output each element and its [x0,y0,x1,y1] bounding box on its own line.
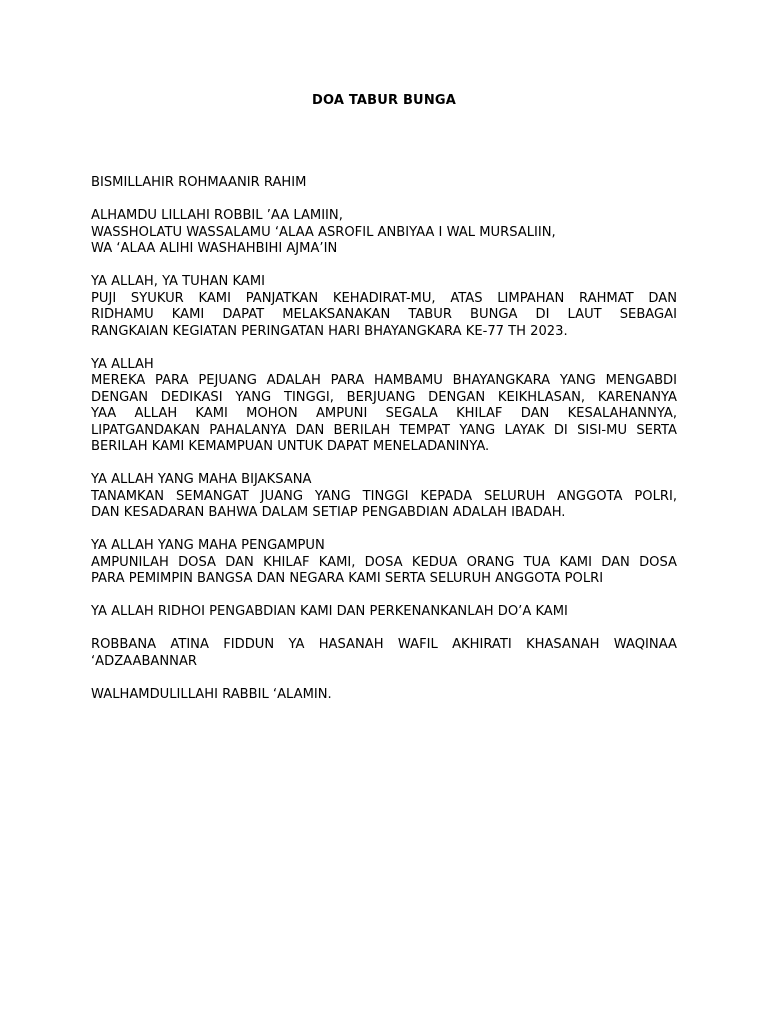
text-line: DAN KESADARAN BAHWA DALAM SETIAP PENGABDIAN ADALAH IBADAH. [91,505,566,520]
paragraph [91,604,677,621]
document-title: DOA TABUR BUNGA [311,93,457,108]
text-line: PARA PEMIMPIN BANGSA DAN NEGARA KAMI SERTA SELURUH ANGGOTA POLRI [91,571,604,586]
text-line: YA ALLAH RIDHOI PENGABDIAN KAMI DAN PERKENANKANLAH DO’A KAMI [91,604,568,619]
paragraph [91,175,677,192]
text-line: YA ALLAH YANG MAHA BIJAKSANA [91,472,312,487]
text-line: LIPATGANDAKAN PAHALANYA DAN BERILAH TEMPAT YANG LAYAK DI SISI-MU SERTA [91,422,677,438]
paragraph [91,274,677,340]
text-line: BERILAH KAMI KEMAMPUAN UNTUK DAPAT MENELADANINYA. [91,439,490,454]
paragraph [91,687,677,704]
document-body [91,175,677,720]
paragraph [91,538,677,588]
paragraph [91,208,677,258]
text-line: RIDHAMU KAMI DAPAT MELAKSANAKAN TABUR BUNGA DI LAUT SEBAGAI [91,307,677,322]
text-line: YA ALLAH [91,356,154,372]
text-line: TANAMKAN SEMANGAT JUANG YANG TINGGI KEPADA SELURUH ANGGOTA POLRI, [91,488,677,504]
text-line: WALHAMDULILLAHI RABBIL ‘ALAMIN. [91,686,332,702]
text-line: YA ALLAH, YA TUHAN KAMI [91,274,265,289]
paragraph [91,357,677,456]
paragraph [91,472,677,522]
text-line: PUJI SYUKUR KAMI PANJATKAN KEHADIRAT-MU, ATAS LIMPAHAN RAHMAT DAN [91,290,677,306]
text-line: WASSHOLATU WASSALAMU ‘ALAA ASROFIL ANBIYAA I WAL MURSALIIN, [91,224,556,240]
text-line: RANGKAIAN KEGIATAN PERINGATAN HARI BHAYANGKARA KE-77 TH 2023. [91,323,568,339]
text-line: ‘ADZAABANNAR [91,653,198,669]
text-line: DENGAN DEDIKASI YANG TINGGI, BERJUANG DENGAN KEIKHLASAN, KARENANYA [91,389,677,405]
text-line: YA ALLAH YANG MAHA PENGAMPUN [91,538,325,553]
text-line: ALHAMDU LILLAHI ROBBIL ’AA LAMIIN, [91,208,343,223]
text-line: YAA ALLAH KAMI MOHON AMPUNI SEGALA KHILAF DAN KESALAHANNYA, [91,406,677,421]
text-line: WA ‘ALAA ALIHI WASHAHBIHI AJMA’IN [91,241,338,256]
paragraph [91,637,677,670]
text-line: MEREKA PARA PEJUANG ADALAH PARA HAMBAMU BHAYANGKARA YANG MENGABDI [91,373,677,388]
text-line: AMPUNILAH DOSA DAN KHILAF KAMI, DOSA KEDUA ORANG TUA KAMI DAN DOSA [91,554,677,570]
text-line: ROBBANA ATINA FIDDUN YA HASANAH WAFIL AKHIRATI KHASANAH WAQINAA [91,637,677,652]
text-line: BISMILLAHIR ROHMAANIR RAHIM [91,175,307,190]
